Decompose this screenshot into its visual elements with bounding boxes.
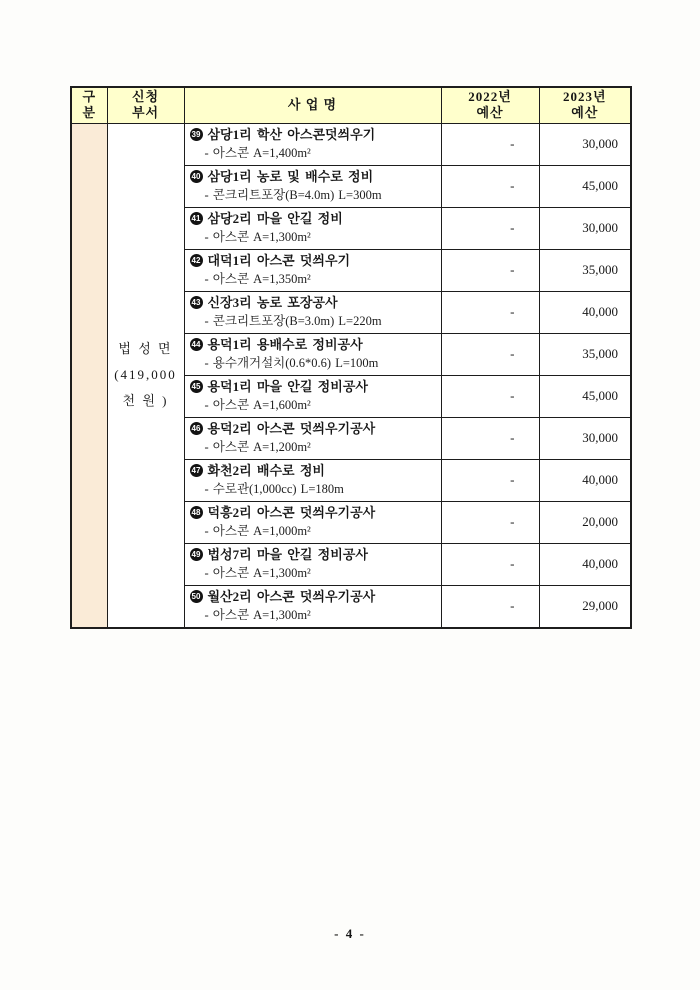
circled-number-icon: 42 <box>190 254 203 267</box>
project-detail: - 아스콘 A=1,300m² <box>204 607 311 622</box>
project-title-line <box>190 126 439 143</box>
header-category-line2: 분 <box>82 105 97 121</box>
circled-number-icon: 47 <box>190 464 203 477</box>
budget-2022-cell: - <box>441 333 539 375</box>
project-title: 삼당2리 마을 안길 정비 <box>207 210 343 226</box>
page-number: - 4 - <box>334 926 366 941</box>
project-title-line <box>190 168 439 185</box>
circled-number-icon: 44 <box>190 338 203 351</box>
budget-2022-cell: - <box>441 543 539 585</box>
project-detail: - 아스콘 A=1,300m² <box>204 565 311 580</box>
project-title-line <box>190 420 439 437</box>
circled-number-icon: 39 <box>190 128 203 141</box>
circled-number-icon: 45 <box>190 380 203 393</box>
header-budget-2023-line1: 2023년 <box>562 89 607 105</box>
project-detail: - 용수개거설치(0.6*0.6) L=100m <box>204 355 379 370</box>
budget-2023-cell: 20,000 <box>539 501 631 543</box>
circled-number-icon: 43 <box>190 296 203 309</box>
header-department-line1: 신청 <box>131 89 160 105</box>
project-title: 삼당1리 농로 및 배수로 정비 <box>207 168 374 184</box>
project-cell <box>184 375 441 417</box>
project-cell <box>184 333 441 375</box>
budget-2022-cell: - <box>441 123 539 165</box>
budget-2023-cell: 40,000 <box>539 459 631 501</box>
project-detail: - 아스콘 A=1,350m² <box>204 271 311 286</box>
project-cell <box>184 165 441 207</box>
project-cell <box>184 417 441 459</box>
header-budget-2023-line2: 예산 <box>571 105 599 121</box>
project-cell <box>184 291 441 333</box>
budget-table <box>70 86 632 629</box>
table-header-row <box>71 87 631 123</box>
budget-2022-cell: - <box>441 375 539 417</box>
project-title-line <box>190 336 439 353</box>
budget-2022-cell: - <box>441 291 539 333</box>
project-title-line <box>190 504 439 521</box>
circled-number-icon: 49 <box>190 548 203 561</box>
circled-number-icon: 40 <box>190 170 203 183</box>
project-title: 화천2리 배수로 정비 <box>207 462 325 478</box>
project-cell <box>184 459 441 501</box>
project-title: 신장3리 농로 포장공사 <box>207 294 338 310</box>
header-category <box>71 87 107 123</box>
project-title: 대덕1리 아스콘 덧씌우기 <box>207 252 351 268</box>
budget-2023-cell: 30,000 <box>539 417 631 459</box>
circled-number-icon: 50 <box>190 590 203 603</box>
project-title-line <box>190 294 439 311</box>
header-budget-2022 <box>441 87 539 123</box>
budget-2022-cell: - <box>441 459 539 501</box>
header-budget-2023 <box>539 87 631 123</box>
header-project-name: 사 업 명 <box>184 87 441 123</box>
budget-2022-cell: - <box>441 165 539 207</box>
project-title: 삼당1리 학산 아스콘덧씌우기 <box>207 126 376 142</box>
circled-number-icon: 46 <box>190 422 203 435</box>
budget-2023-cell: 45,000 <box>539 375 631 417</box>
table-row <box>71 123 631 165</box>
project-title: 월산2리 아스콘 덧씌우기공사 <box>207 588 376 604</box>
budget-2023-cell: 35,000 <box>539 333 631 375</box>
project-cell <box>184 207 441 249</box>
circled-number-icon: 41 <box>190 212 203 225</box>
project-title-line <box>190 252 439 269</box>
header-department-line2: 부서 <box>131 105 160 121</box>
project-detail: - 콘크리트포장(B=3.0m) L=220m <box>204 313 382 328</box>
project-detail: - 수로관(1,000cc) L=180m <box>204 481 344 496</box>
budget-2023-cell: 40,000 <box>539 543 631 585</box>
header-budget-2022-line1: 2022년 <box>468 89 512 105</box>
project-detail: - 아스콘 A=1,000m² <box>204 523 311 538</box>
project-title: 용덕1리 마을 안길 정비공사 <box>207 378 368 394</box>
project-title-line <box>190 588 439 605</box>
header-budget-2022-line2: 예산 <box>476 105 504 121</box>
department-budget-line2: 천 원 ) <box>122 393 169 408</box>
project-title-line <box>190 210 439 227</box>
department-budget-line1: (419,000 <box>114 367 177 382</box>
budget-2022-cell: - <box>441 417 539 459</box>
header-department <box>107 87 184 123</box>
project-title: 용덕1리 용배수로 정비공사 <box>207 336 363 352</box>
project-detail: - 아스콘 A=1,200m² <box>204 439 311 454</box>
budget-2023-cell: 45,000 <box>539 165 631 207</box>
department-cell <box>107 123 184 628</box>
project-cell <box>184 585 441 628</box>
project-cell <box>184 543 441 585</box>
project-title: 용덕2리 아스콘 덧씌우기공사 <box>207 420 376 436</box>
project-title-line <box>190 546 439 563</box>
budget-2023-cell: 40,000 <box>539 291 631 333</box>
project-detail: - 아스콘 A=1,400m² <box>204 145 311 160</box>
budget-2023-cell: 30,000 <box>539 207 631 249</box>
budget-2022-cell: - <box>441 207 539 249</box>
circled-number-icon: 48 <box>190 506 203 519</box>
budget-2023-cell: 30,000 <box>539 123 631 165</box>
budget-2022-cell: - <box>441 501 539 543</box>
project-cell <box>184 249 441 291</box>
category-cell <box>71 123 107 628</box>
project-title-line <box>190 462 439 479</box>
project-title: 덕흥2리 아스콘 덧씌우기공사 <box>207 504 376 520</box>
budget-2022-cell: - <box>441 585 539 628</box>
project-title: 법성7리 마을 안길 정비공사 <box>207 546 368 562</box>
budget-2023-cell: 29,000 <box>539 585 631 628</box>
project-cell <box>184 501 441 543</box>
budget-2023-cell: 35,000 <box>539 249 631 291</box>
project-title-line <box>190 378 439 395</box>
budget-2022-cell: - <box>441 249 539 291</box>
department-name: 법 성 면 <box>118 341 173 356</box>
project-detail: - 아스콘 A=1,300m² <box>204 229 311 244</box>
project-detail: - 아스콘 A=1,600m² <box>204 397 311 412</box>
project-detail: - 콘크리트포장(B=4.0m) L=300m <box>204 187 382 202</box>
header-category-line1: 구 <box>82 89 97 105</box>
project-cell <box>184 123 441 165</box>
